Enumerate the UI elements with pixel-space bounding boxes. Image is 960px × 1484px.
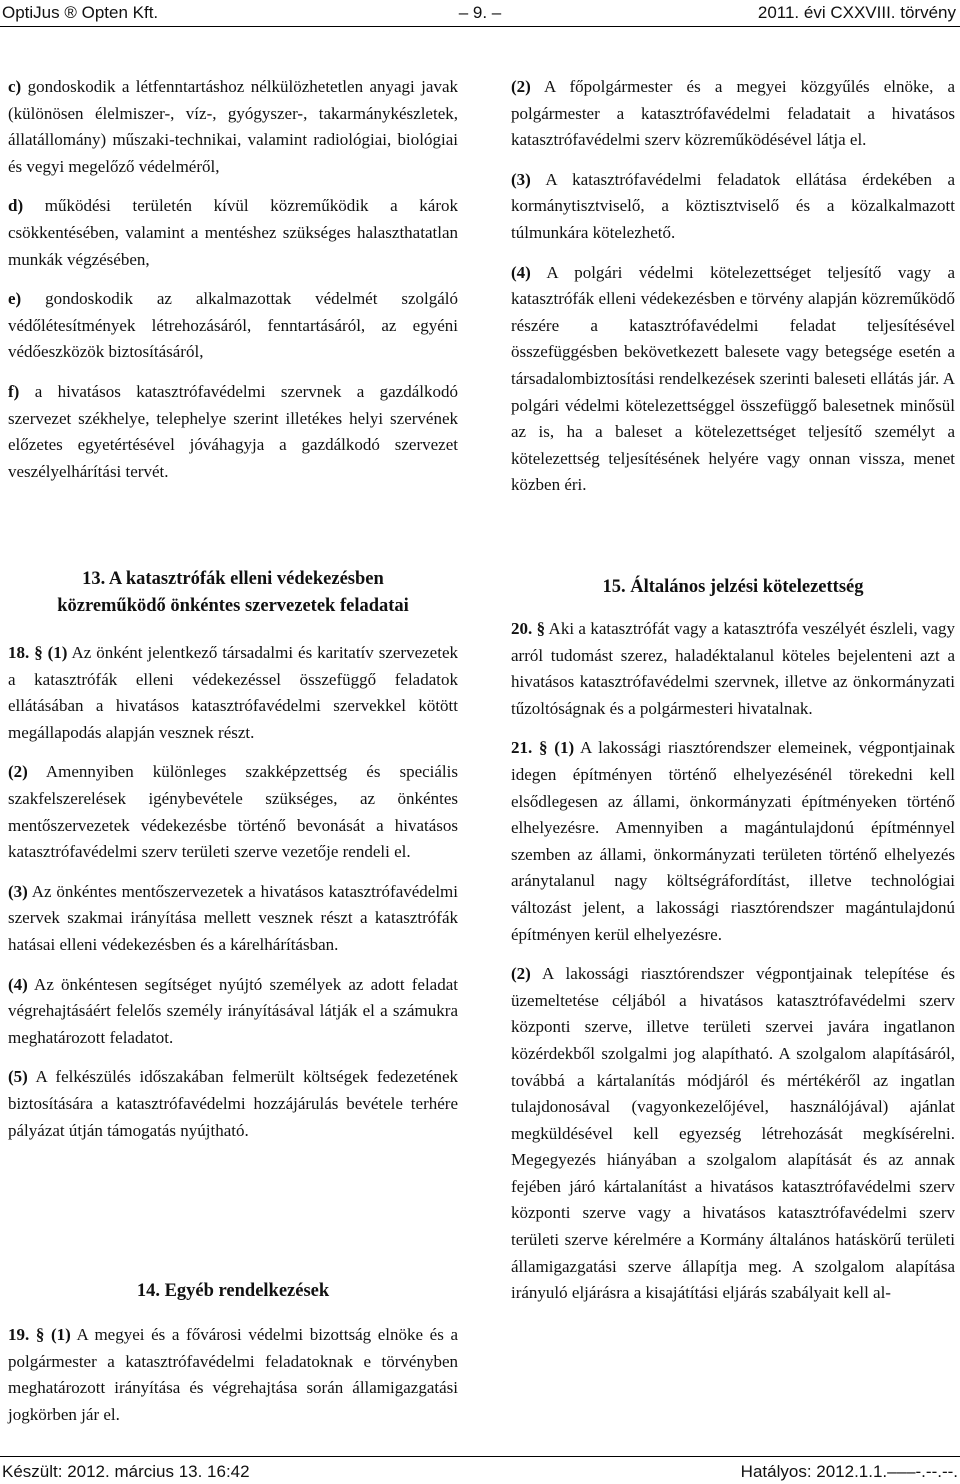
paragraph-18-1: 18. § (1) Az önként jelentkező társadalmi és karitatív szervezetek a katasztrófák elleni védekezéssel összefüggő feladatok ellátásában a hivatásos katasztrófavédelmi szervekkel kötött megállapodás alapján vesznek részt. — [8, 643, 458, 742]
paragraph-18-2: (2) Amennyiben különleges szakképzettség és speciális szakfelszerelések igénybevétele szükséges, az önkéntes mentőszervezetek védekezésbe történő bevonását a hivatásos katasztrófavédelmi szerv területi szerve vezetője rendeli el. — [8, 762, 458, 862]
footer-rule — [0, 1456, 960, 1457]
left-column-top — [8, 74, 458, 498]
right-column-bottom — [511, 616, 955, 1320]
paragraph-19-4: (4) A polgári védelmi kötelezettséget teljesítő vagy a katasztrófák elleni védekezésben e törvény alapján közreműködő részére a katasztrófavédelmi feladat teljesítésével összefüggésben bekövetkezett balesete vagy betegsége esetén a társadalombiztosítási rendelkezések szerinti baleseti ellátás jár. A polgári védelmi kötelezettséggel összefüggő balesetnek minősül az is, ha a baleset a kötelezettséget teljesítő személyt a kötelezettség teljesítésének helyére vagy onnan vissza, menet közben éri. — [511, 262, 955, 495]
paragraph-20: 20. § Aki a katasztrófát vagy a katasztrófa veszélyét észleli, vagy arról tudomást szerez, haladéktalanul köteles bejelenteni azt a hivatásos katasztrófavédelmi szervnek, illetve az önkormányzati tűzoltóságnak és a polgármesteri hivatalnak. — [511, 619, 955, 718]
footer-effective: Hatályos: 2012.1.1.–––-.--.--. — [740, 1462, 958, 1481]
right-column-top — [511, 74, 955, 512]
paragraph-18-5: (5) A felkészülés időszakában felmerült költségek fedezetének biztosítására a katasztrófavédelmi hozzájárulás bevétele terhére pályázat útján támogatás nyújtható. — [8, 1067, 458, 1140]
paragraph-21-1: 21. § (1) A lakossági riasztórendszer elemeinek, végpontjainak idegen építményen történő elhelyezésénél törekedni kell elsődlegesen az állami, önkormányzati építményeken történő elhelyezésre. Amennyiben a magántulajdonú építménnyel szemben az állami, önkormányzati területen történő elhelyezés aránytalanul nagy költségráfordítást, illetve technológiai változást jelent, a lakossági riasztórendszer magántulajdonú építményen kerül elhelyezésre. — [511, 738, 956, 944]
paragraph-21-2: (2) A lakossági riasztórendszer végpontjainak telepítése és üzemeltetése céljából a hivatásos katasztrófavédelmi szerv központi szerve, illetve területi szervei javára ingatlanon közérdekből szolgalmi jog alapítható. A szolgalom alapításáról, továbbá a kártalanítás módjáról és mértékéről az ingatlan tulajdonosával (vagyonkezelőjével, használójával) ajánlat megküldésével kell egyezség létrehozását megkísérelni. Megegyezés hiányában a szolgalom alapítását és az annak fejében járó kártalanítást a hivatásos katasztrófavédelmi szerv központi szerve vagy a hivatásos katasztrófavédelmi szerv területi szerve kérelmére a Kormány általános hatáskörű területi államigazgatási szerve állapítja meg. A szolgalom alapítása irányuló eljárásra a kisajátítási eljárás szabályait kell al- — [511, 964, 955, 1303]
left-column-middle — [8, 640, 458, 1157]
footer-created: Készült: 2012. március 13. 16:42 — [2, 1462, 250, 1481]
paragraph-19-1: 19. § (1) A megyei és a fővárosi védelmi bizottság elnöke és a polgármester a katasztrófavédelmi feladatoknak e törvényben meghatározott irányítása és végrehajtása során államigazgatási jogkörben jár el. — [8, 1325, 458, 1424]
section-15-heading: 15. Általános jelzési kötelezettség — [602, 577, 864, 597]
section-13-heading: 13. A katasztrófák elleni védekezésben közreműködő önkéntes szervezetek feladatai — [57, 569, 409, 616]
left-column-bottom — [8, 1322, 458, 1441]
paragraph-18-3: (3) Az önkéntes mentőszervezetek a hivatásos katasztrófavédelmi szervek szakmai irányítása mellett vesznek részt a katasztrófák hatásai elleni védekezésben és a kárelhárításban. — [8, 881, 458, 954]
section-14-heading: 14. Egyéb rendelkezések — [136, 1281, 330, 1301]
header-publisher: OptiJus ® Opten Kft. — [2, 3, 159, 22]
paragraph-d: d) működési területén kívül közreműködik a károk csökkentésében, valamint a mentéshez szükséges halaszthatatlan munkák végzésében, — [8, 196, 458, 269]
paragraph-19-2: (2) A főpolgármester és a megyei közgyűlés elnöke, a polgármester a katasztrófavédelmi feladatait a hivatásos katasztrófavédelmi szerv közreműködésével látja el. — [511, 77, 955, 150]
paragraph-f: f) a hivatásos katasztrófavédelmi szervnek a gazdálkodó szervezet székhelye, telephelye szerint illetékes helyi szervének előzetes egyetértésével jóváhagyja a gazdálkodó szervezet veszélyelhárítási tervét. — [8, 381, 458, 481]
paragraph-18-4: (4) Az önkéntesen segítséget nyújtó személyek az adott feladat végrehajtásáért felelős személy irányításával látják el a számukra meghatározott feladatot. — [8, 974, 458, 1047]
paragraph-c: c) gondoskodik a létfenntartáshoz nélkülözhetetlen anyagi javak (különösen élelmiszer-, víz-, gyógyszer-, takarmánykészletek, állatállomány) műszaki-technikai, valamint radiológiai, biológiai és vegyi megelőző védelméről, — [8, 77, 458, 176]
paragraph-19-3: (3) A katasztrófavédelmi feladatok ellátása érdekében a kormánytisztviselő, a köztisztviselő és a közalkalmazott túlmunkára kötelezhető. — [511, 169, 955, 242]
header-page-number: – 9. – — [458, 3, 502, 22]
page-footer — [0, 1462, 960, 1484]
header-law-title: 2011. évi CXXVIII. törvény — [757, 3, 956, 22]
header-rule — [0, 26, 960, 27]
paragraph-e: e) gondoskodik az alkalmazottak védelmét szolgáló védőlétesítmények létrehozásáról, fenntartásáról, az egyéni védőeszközök biztosításáról, — [8, 289, 458, 362]
